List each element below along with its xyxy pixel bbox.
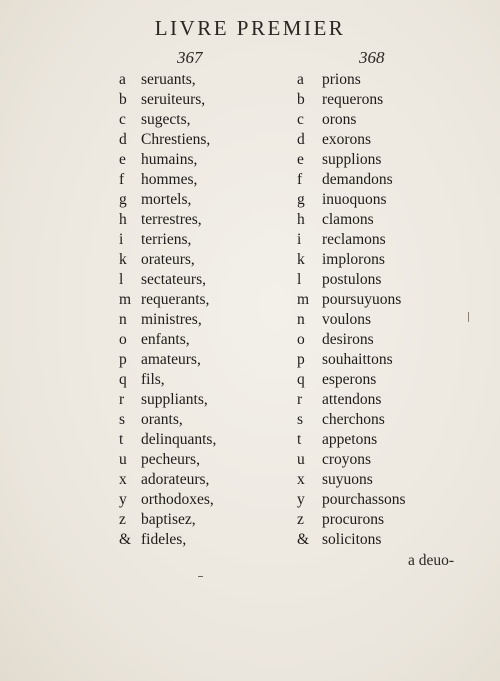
list-item xyxy=(119,430,289,450)
list-item xyxy=(119,350,289,370)
list-item xyxy=(119,90,289,110)
entry-letter: & xyxy=(297,531,310,548)
entry-word: sectateurs, xyxy=(141,271,206,288)
entry-letter: d xyxy=(297,131,305,148)
entry-letter: m xyxy=(119,291,132,308)
list-item xyxy=(297,270,477,290)
margin-mark xyxy=(468,312,469,322)
entry-letter: c xyxy=(297,111,304,128)
entry-word: ministres, xyxy=(141,311,202,328)
list-item xyxy=(297,130,477,150)
entry-word: sugects, xyxy=(141,111,191,128)
entry-letter: k xyxy=(119,251,127,268)
entry-letter: m xyxy=(297,291,310,308)
list-item xyxy=(297,470,477,490)
list-item xyxy=(119,270,289,290)
catchword: a deuo- xyxy=(408,552,455,569)
entry-letter: g xyxy=(119,191,127,208)
entry-letter: h xyxy=(297,211,305,228)
entry-letter: e xyxy=(119,151,126,168)
entry-letter: b xyxy=(119,91,127,108)
entry-word: hommes, xyxy=(141,171,198,188)
entry-word: reclamons xyxy=(322,231,386,248)
entry-letter: b xyxy=(297,91,305,108)
entry-word: seruiteurs, xyxy=(141,91,206,108)
entry-word: prions xyxy=(322,71,361,88)
entry-word: delinquants, xyxy=(141,431,217,448)
list-item xyxy=(119,390,289,410)
list-item xyxy=(119,470,289,490)
entry-word: terriens, xyxy=(141,231,192,248)
list-item xyxy=(297,110,477,130)
entry-letter: q xyxy=(119,371,127,388)
entry-letter: k xyxy=(297,251,305,268)
list-item xyxy=(297,430,477,450)
list-item xyxy=(119,170,289,190)
list-item xyxy=(297,450,477,470)
entry-letter: s xyxy=(297,411,304,428)
entry-word: mortels, xyxy=(141,191,192,208)
list-item xyxy=(119,190,289,210)
list-item xyxy=(119,110,289,130)
entry-word: pecheurs, xyxy=(141,451,200,468)
list-item xyxy=(119,530,289,550)
list-item xyxy=(119,330,289,350)
list-item xyxy=(297,170,477,190)
entry-letter: g xyxy=(297,191,305,208)
entry-letter: h xyxy=(119,211,127,228)
entry-word: enfants, xyxy=(141,331,190,348)
list-item xyxy=(297,350,477,370)
list-item xyxy=(297,510,477,530)
entry-word: solicitons xyxy=(322,531,382,548)
list-item xyxy=(297,310,477,330)
entry-letter: q xyxy=(297,371,305,388)
entry-word: desirons xyxy=(322,331,374,348)
list-item xyxy=(119,130,289,150)
entry-letter: z xyxy=(119,511,126,528)
entry-letter: t xyxy=(297,431,302,448)
entry-word: postulons xyxy=(322,271,382,288)
entry-letter: p xyxy=(119,351,127,368)
list-item xyxy=(297,410,477,430)
list-item xyxy=(297,390,477,410)
list-item xyxy=(297,250,477,270)
entry-letter: i xyxy=(119,231,124,248)
entry-letter: s xyxy=(119,411,126,428)
list-item xyxy=(297,70,477,90)
list-item xyxy=(119,70,289,90)
entry-word: adorateurs, xyxy=(141,471,210,488)
entry-letter: & xyxy=(119,531,132,548)
entry-word: Chrestiens, xyxy=(141,131,211,148)
entry-word: attendons xyxy=(322,391,382,408)
entry-letter: t xyxy=(119,431,124,448)
entry-word: baptisez, xyxy=(141,511,196,528)
list-item xyxy=(119,510,289,530)
entry-letter: a xyxy=(119,71,126,88)
entry-letter: y xyxy=(119,491,127,508)
signature-mark xyxy=(198,576,203,577)
list-item xyxy=(297,370,477,390)
entry-word: voulons xyxy=(322,311,372,328)
entry-word: souhaittons xyxy=(322,351,393,368)
entry-word: clamons xyxy=(322,211,374,228)
entry-letter: y xyxy=(297,491,305,508)
entry-letter: a xyxy=(297,71,304,88)
entry-word: fideles, xyxy=(141,531,187,548)
entry-word: requerons xyxy=(322,91,384,108)
list-item xyxy=(297,150,477,170)
entry-letter: l xyxy=(119,271,124,288)
list-item xyxy=(119,210,289,230)
entry-letter: u xyxy=(297,451,305,468)
entry-word: terrestres, xyxy=(141,211,202,228)
page-heading xyxy=(0,16,500,41)
entry-letter: i xyxy=(297,231,302,248)
entry-word: orons xyxy=(322,111,357,128)
list-item xyxy=(119,230,289,250)
entry-word: exorons xyxy=(322,131,372,148)
entry-letter: z xyxy=(297,511,304,528)
list-item xyxy=(119,290,289,310)
column-number-left: 367 xyxy=(177,48,203,67)
entry-letter: d xyxy=(119,131,127,148)
entry-letter: c xyxy=(119,111,126,128)
entry-word: supplions xyxy=(322,151,382,168)
list-item xyxy=(297,490,477,510)
entry-word: esperons xyxy=(322,371,377,388)
entry-letter: r xyxy=(119,391,125,408)
entry-word: inuoquons xyxy=(322,191,387,208)
entry-letter: e xyxy=(297,151,304,168)
entry-word: implorons xyxy=(322,251,385,268)
entry-letter: x xyxy=(119,471,127,488)
entry-word: appetons xyxy=(322,431,378,448)
entry-word: demandons xyxy=(322,171,393,188)
entry-word: cherchons xyxy=(322,411,385,428)
list-item xyxy=(297,190,477,210)
entry-word: suppliants, xyxy=(141,391,208,408)
running-title: LIVRE PREMIER xyxy=(154,16,346,40)
list-item xyxy=(297,530,477,550)
list-item xyxy=(297,290,477,310)
entry-word: suyuons xyxy=(322,471,373,488)
entry-word: croyons xyxy=(322,451,372,468)
entry-word: requerants, xyxy=(141,291,210,308)
left-word-column xyxy=(119,70,289,550)
entry-letter: r xyxy=(297,391,303,408)
entry-word: pourchassons xyxy=(322,491,406,508)
entry-word: fils, xyxy=(141,371,165,388)
entry-word: amateurs, xyxy=(141,351,201,368)
list-item xyxy=(119,370,289,390)
entry-word: humains, xyxy=(141,151,198,168)
list-item xyxy=(119,450,289,470)
entry-word: orateurs, xyxy=(141,251,195,268)
entry-word: seruants, xyxy=(141,71,196,88)
entry-letter: o xyxy=(297,331,305,348)
entry-letter: p xyxy=(297,351,305,368)
list-item xyxy=(297,210,477,230)
entry-word: procurons xyxy=(322,511,384,528)
column-number-right: 368 xyxy=(359,48,385,67)
entry-letter: f xyxy=(119,171,125,188)
entry-letter: n xyxy=(119,311,127,328)
list-item xyxy=(119,310,289,330)
entry-letter: f xyxy=(297,171,303,188)
entry-letter: n xyxy=(297,311,305,328)
list-item xyxy=(119,250,289,270)
entry-word: poursuyuons xyxy=(322,291,402,308)
entry-letter: u xyxy=(119,451,127,468)
entry-letter: o xyxy=(119,331,127,348)
entry-word: orants, xyxy=(141,411,183,428)
entry-letter: x xyxy=(297,471,305,488)
list-item xyxy=(119,410,289,430)
list-item xyxy=(119,150,289,170)
list-item xyxy=(119,490,289,510)
entry-word: orthodoxes, xyxy=(141,491,214,508)
entry-letter: l xyxy=(297,271,302,288)
list-item xyxy=(297,90,477,110)
right-word-column xyxy=(297,70,477,550)
list-item xyxy=(297,330,477,350)
list-item xyxy=(297,230,477,250)
